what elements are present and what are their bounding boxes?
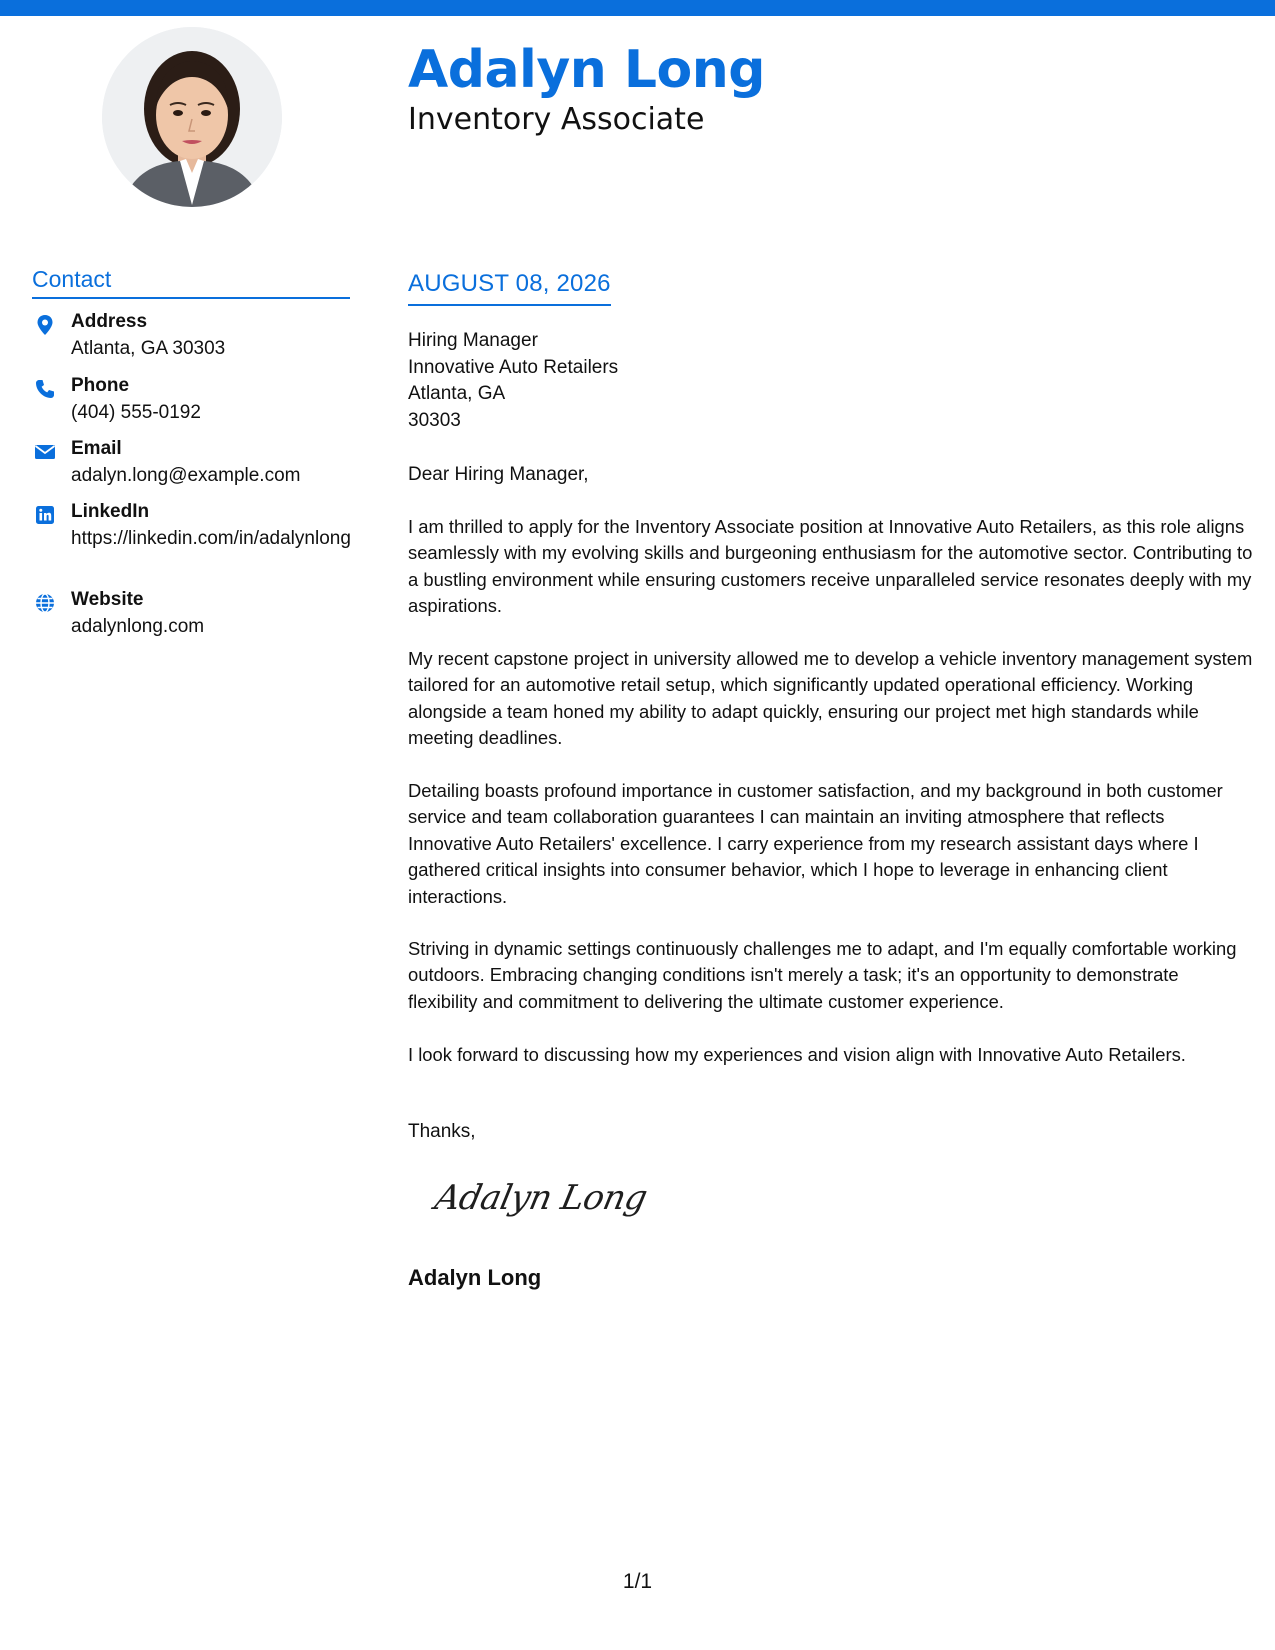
- contact-label: Website: [71, 589, 144, 610]
- applicant-name: Adalyn Long: [408, 40, 766, 100]
- letter-paragraph: Detailing boasts profound importance in customer satisfaction, and my background in both customer service and team collaboration guarantees I can maintain an inviting atmosphere that reflects Innovative Auto Retailers' excellence. I carry experience from my research assistant days where I gathered critical insights into consumer behavior, which I hope to leverage in enhancing client interactions.: [408, 780, 1223, 907]
- applicant-title: Inventory Associate: [408, 102, 705, 137]
- recipient-line: Hiring Manager: [408, 330, 538, 351]
- closing: Thanks,: [408, 1121, 476, 1142]
- letter-paragraph: Striving in dynamic settings continuously challenges me to adapt, and I'm equally comfortable working outdoors. Embracing changing conditions isn't merely a task; it's an opportunity to demonstrate flexibility and commitment to delivering the ultimate customer experience.: [408, 938, 1237, 1012]
- contact-label: Phone: [71, 375, 130, 396]
- contact-value: Atlanta, GA 30303: [71, 338, 226, 359]
- salutation: Dear Hiring Manager,: [408, 464, 589, 485]
- contact-label: Address: [71, 311, 148, 332]
- linkedin-icon: [34, 504, 56, 526]
- letter-paragraph: I look forward to discussing how my experiences and vision align with Innovative Auto Retailers.: [408, 1044, 1186, 1065]
- letter-date: AUGUST 08, 2026: [408, 270, 611, 306]
- map-pin-icon: [34, 314, 56, 336]
- envelope-icon: [34, 441, 56, 463]
- globe-icon: [34, 592, 56, 614]
- portrait-illustration: [102, 27, 282, 207]
- contact-value[interactable]: adalynlong.com: [71, 616, 205, 637]
- contact-label: LinkedIn: [71, 501, 150, 522]
- top-accent-bar: [0, 0, 1275, 16]
- contact-heading: Contact: [32, 266, 350, 299]
- contact-value: (404) 555-0192: [71, 402, 201, 423]
- recipient-block: [408, 328, 618, 434]
- signer-name: Adalyn Long: [408, 1265, 542, 1290]
- recipient-line: Innovative Auto Retailers: [408, 356, 619, 378]
- contact-label: Email: [71, 438, 122, 459]
- phone-icon: [34, 378, 56, 400]
- recipient-line: 30303: [408, 409, 461, 431]
- contact-value[interactable]: https://linkedin.com/in/adalynlong: [71, 528, 351, 549]
- avatar: [102, 27, 282, 207]
- page-number: 1/1: [622, 1570, 653, 1593]
- letter-paragraph: My recent capstone project in university allowed me to develop a vehicle inventory management system tailored for an automotive retail setup, which significantly updated operational efficiency. Working alongside a team honed my ability to adapt quickly, ensuring our project met high standards while meeting deadlines.: [408, 648, 1253, 749]
- recipient-line: Atlanta, GA: [408, 383, 506, 404]
- handwritten-signature: Adalyn Long: [431, 1178, 651, 1218]
- letter-paragraph: I am thrilled to apply for the Inventory Associate position at Innovative Auto Retailers, as this role aligns seamlessly with my evolving skills and burgeoning enthusiasm for the automotive sector. Contributing to a bustling environment while ensuring customers receive unparalleled service resonates deeply with my aspirations.: [408, 516, 1253, 617]
- contact-value[interactable]: adalyn.long@example.com: [71, 465, 301, 486]
